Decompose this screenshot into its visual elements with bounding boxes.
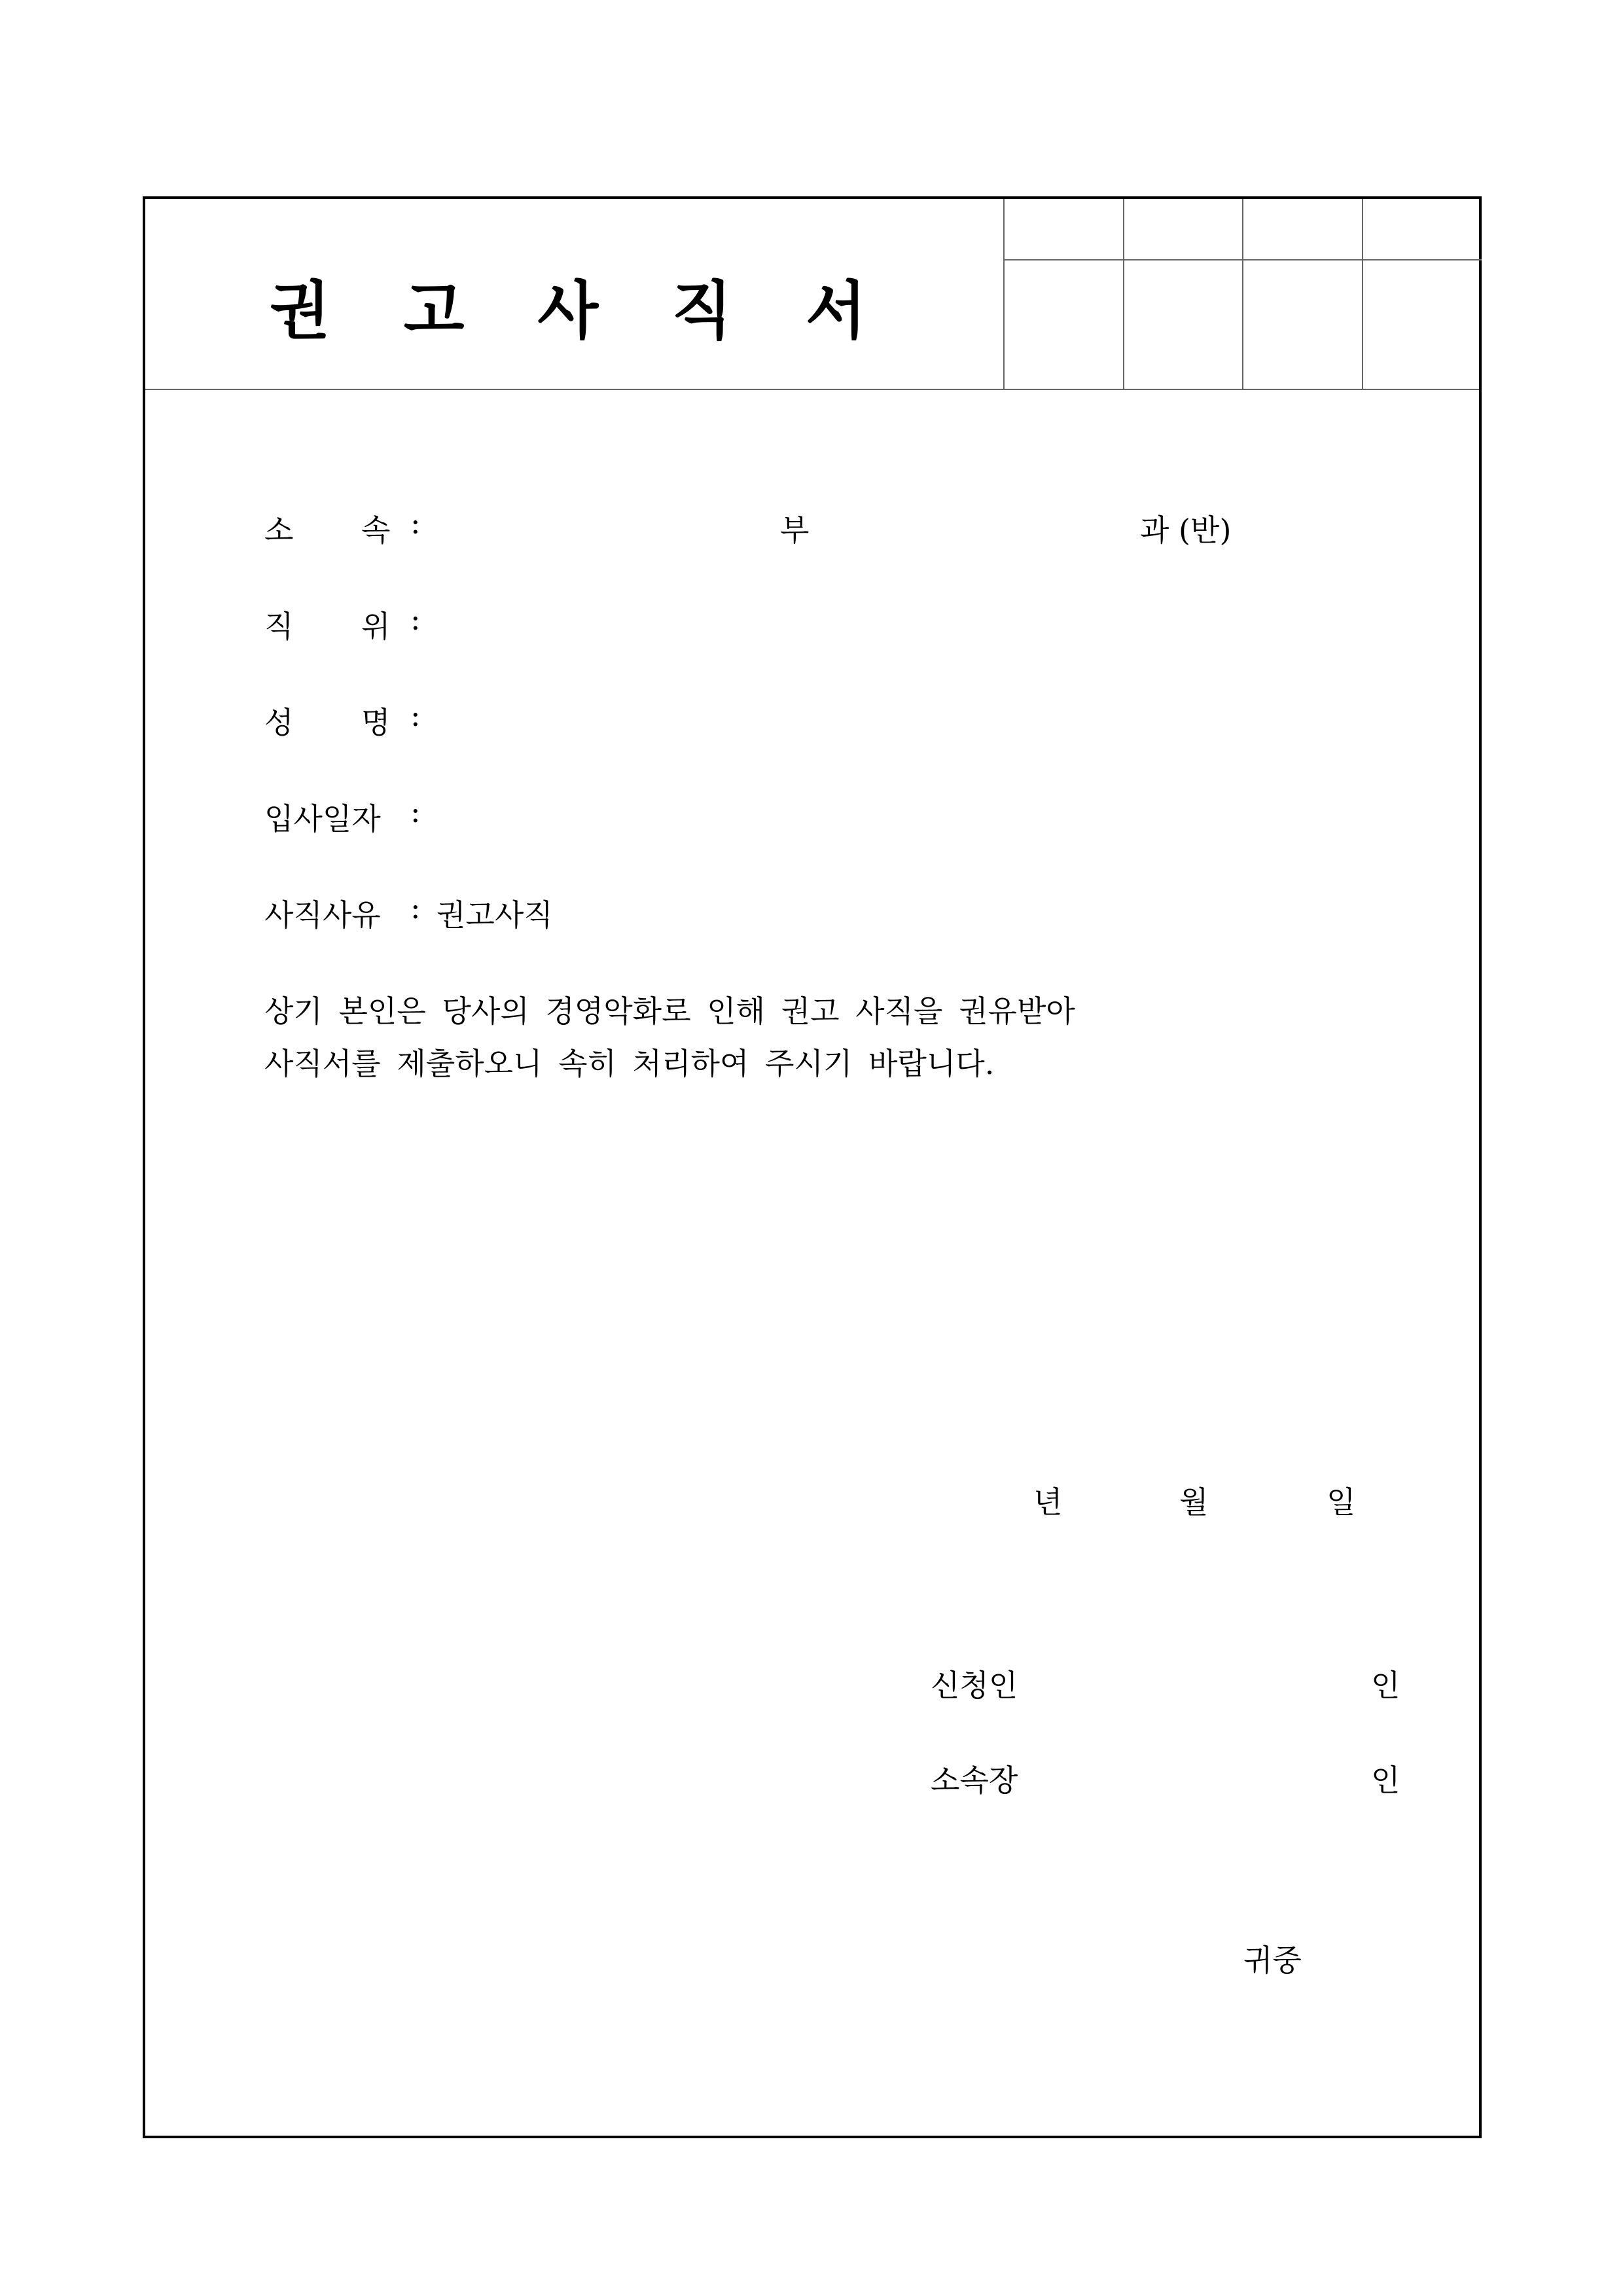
- affiliation-label-2: 속: [361, 512, 391, 548]
- body-line-1: 상기 본인은 당사의 경영악화로 인해 권고 사직을 권유받아: [264, 994, 1075, 1029]
- reason-label: 사직사유: [264, 897, 381, 933]
- position-label-1: 직: [264, 609, 294, 644]
- applicant-label: 신청인: [931, 1668, 1018, 1703]
- approval-sign-cell[interactable]: [1363, 260, 1482, 389]
- approval-sign-cell[interactable]: [1004, 260, 1124, 389]
- position-colon: :: [410, 601, 421, 637]
- title-char: 직: [671, 274, 732, 348]
- document-title: [270, 261, 866, 351]
- hire-date-colon: :: [410, 794, 421, 829]
- approval-header-cell: [1363, 199, 1482, 260]
- addressee: 귀중: [1243, 1943, 1302, 1978]
- position-label-2: 위: [361, 609, 391, 644]
- date-month: 월: [1179, 1484, 1209, 1520]
- date-year: 년: [1033, 1484, 1063, 1520]
- reason-colon: :: [410, 890, 421, 925]
- approval-sign-cell[interactable]: [1243, 260, 1363, 389]
- approval-header-cell: [1243, 199, 1363, 260]
- name-label-2: 명: [361, 705, 391, 740]
- name-colon: :: [410, 698, 421, 733]
- approval-header-cell: [1004, 199, 1124, 260]
- title-char: 사: [537, 274, 599, 348]
- hire-date-label: 입사일자: [264, 801, 381, 836]
- approval-stamp-grid: [1003, 199, 1482, 389]
- name-label-1: 성: [264, 705, 294, 740]
- department-suffix: 부: [780, 512, 810, 548]
- title-char: 권: [270, 274, 330, 348]
- document-frame: [143, 196, 1482, 2138]
- header-divider: [145, 389, 1479, 390]
- approval-sign-cell[interactable]: [1124, 260, 1243, 389]
- affiliation-label-1: 소: [264, 512, 294, 548]
- title-char: 서: [806, 274, 866, 348]
- body-line-2: 사직서를 제출하오니 속히 처리하여 주시기 바랍니다.: [264, 1046, 995, 1081]
- department-head-label: 소속장: [931, 1763, 1018, 1798]
- approval-header-cell: [1124, 199, 1243, 260]
- date-day: 일: [1327, 1484, 1356, 1520]
- applicant-seal: 인: [1371, 1668, 1400, 1703]
- title-char: 고: [403, 274, 465, 348]
- affiliation-colon: :: [410, 505, 421, 541]
- reason-value: 권고사직: [437, 897, 553, 933]
- section-suffix: 과 (반): [1140, 512, 1232, 548]
- department-head-seal: 인: [1371, 1763, 1400, 1798]
